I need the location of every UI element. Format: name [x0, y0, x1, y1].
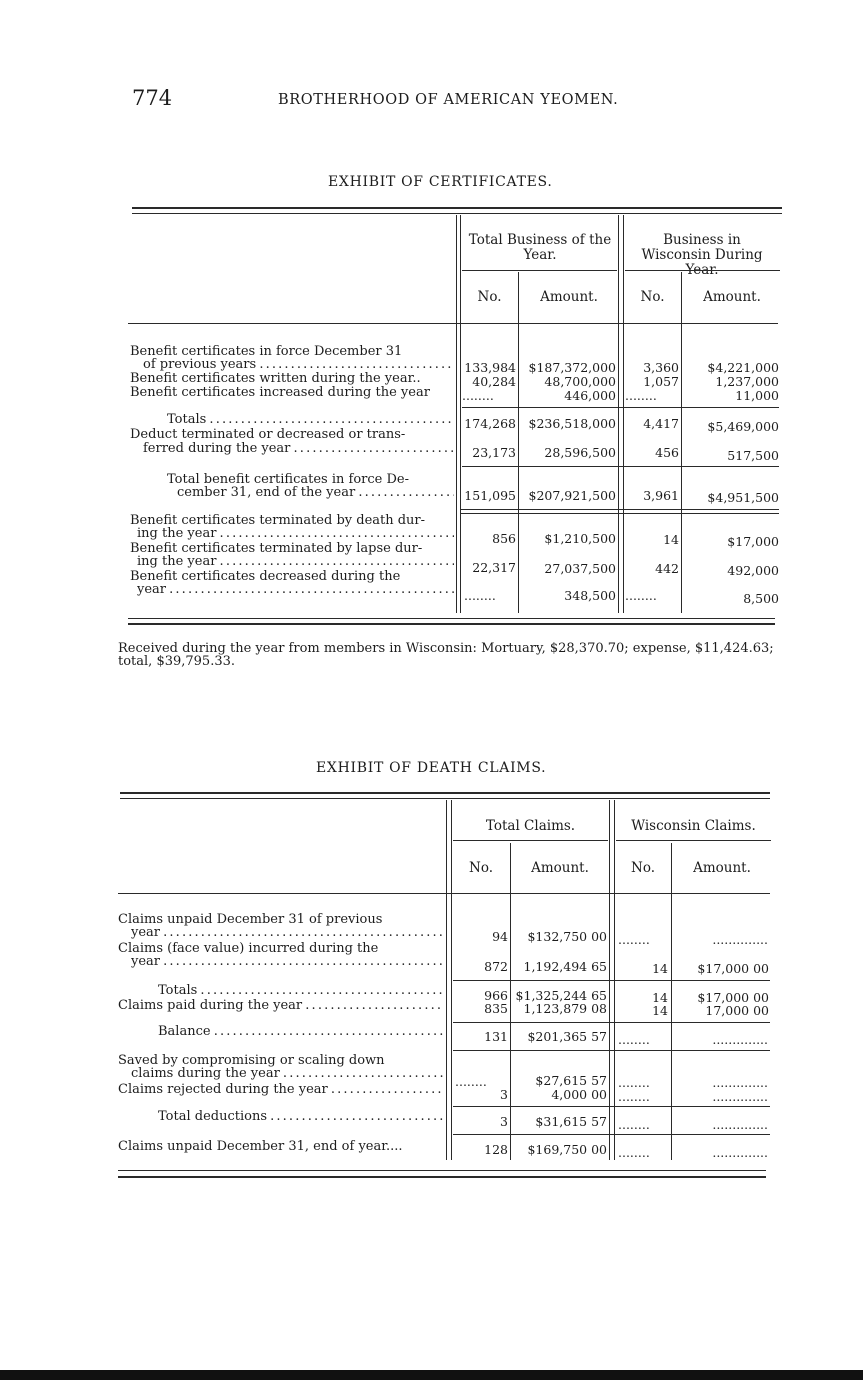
row-label: Benefit certificates increased during the year: [130, 386, 430, 400]
cell-no: 3: [500, 1114, 508, 1129]
cell-no: 856: [492, 531, 516, 546]
cell-wis-no: ........: [618, 1117, 650, 1132]
row-label: Saved by compromising or scaling down: [118, 1054, 385, 1068]
cell-wis-amount: $17,000 00: [697, 961, 769, 976]
cell-amount: $201,365 57: [527, 1029, 607, 1044]
cell-amount: $1,325,244 65: [515, 988, 607, 1003]
page-number: 774: [132, 86, 173, 110]
column-rule: [456, 215, 457, 613]
header-bottom-rule: [128, 323, 778, 324]
cell-wis-amount: $4,951,500: [707, 490, 779, 505]
cell-no: 966: [484, 988, 508, 1003]
cell-no: ........: [455, 1074, 487, 1089]
cell-no: 835: [484, 1001, 508, 1016]
column-rule: [510, 843, 511, 1160]
cell-wis-amount: ..............: [712, 1117, 768, 1132]
cell-wis-no: ........: [625, 388, 657, 403]
row-label: year . . .: [131, 955, 444, 969]
sum-rule: [462, 466, 779, 467]
column-rule: [460, 215, 461, 613]
cell-wis-amount: $4,221,000: [707, 360, 779, 375]
row-label: Total benefit certificates in force De-: [167, 473, 409, 487]
cell-amount: 28,596,500: [544, 445, 616, 460]
cell-wis-no: ........: [618, 1145, 650, 1160]
row-label: cember 31, end of the year . . .: [177, 486, 454, 500]
cell-amount: $169,750 00: [527, 1142, 607, 1157]
received-note: Received during the year from members in Wisconsin: Mortuary, $28,370.70; expense, $11,424.63; total, $39,795.33.: [118, 641, 774, 669]
row-label: Claims rejected during the year . . .: [118, 1083, 444, 1097]
cell-wis-amount: 492,000: [727, 563, 779, 578]
row-label: Claims paid during the year . . .: [118, 999, 444, 1013]
cell-wis-no: ........: [618, 1089, 650, 1104]
cell-amount: 27,037,500: [544, 561, 616, 576]
table-rule: [120, 798, 770, 799]
table-rule: [118, 1176, 766, 1178]
row-label: year . . .: [137, 583, 454, 597]
cell-amount: 48,700,000: [544, 374, 616, 389]
sum-rule: [460, 509, 779, 510]
header-wis-no: No.: [640, 289, 665, 305]
cell-wis-amount: ..............: [712, 1089, 768, 1104]
row-label: Claims unpaid December 31, end of year....: [118, 1140, 403, 1154]
row-label: Benefit certificates terminated by death dur-: [130, 514, 426, 528]
column-rule: [451, 800, 452, 1160]
cell-wis-amount: ..............: [712, 1075, 768, 1090]
row-label: ing the year . . .: [137, 555, 454, 569]
cell-amount: $31,615 57: [535, 1114, 607, 1129]
header-total-claims: Total Claims.: [485, 818, 576, 834]
cell-wis-amount: $17,000: [727, 534, 779, 549]
header-amount: Amount.: [540, 289, 598, 305]
table-rule: [128, 623, 775, 625]
cell-wis-amount: $5,469,000: [707, 419, 779, 434]
cell-amount: 1,123,879 08: [523, 1001, 607, 1016]
cell-amount: $236,518,000: [528, 416, 616, 431]
table-rule: [128, 618, 775, 619]
sum-rule: [453, 980, 770, 981]
row-label: claims during the year . . .: [131, 1067, 444, 1081]
cell-wis-amount: 517,500: [727, 448, 779, 463]
cell-no: 151,095: [464, 488, 516, 503]
cell-no: 23,173: [472, 445, 516, 460]
cell-no: 40,284: [472, 374, 516, 389]
cell-amount: 1,192,494 65: [523, 959, 607, 974]
column-rule: [671, 843, 672, 1160]
row-label: Claims (face value) incurred during the: [118, 942, 379, 956]
cell-no: 22,317: [472, 560, 516, 575]
header-rule: [625, 270, 780, 271]
column-rule: [618, 215, 619, 613]
cell-wis-amount: 8,500: [743, 591, 779, 606]
cell-no: 131: [484, 1029, 508, 1044]
row-label: Benefit certificates decreased during the: [130, 570, 401, 584]
header-rule: [462, 270, 617, 271]
cell-wis-amount: 1,237,000: [715, 374, 779, 389]
cell-no: 3: [500, 1087, 508, 1102]
header-wisconsin-business: Business in Wisconsin During Year.: [641, 232, 763, 278]
row-label: Claims unpaid December 31 of previous: [118, 913, 383, 927]
header-total-business: Total Business of the Year.: [468, 232, 612, 263]
sum-rule: [453, 1134, 770, 1135]
cell-amount: 446,000: [564, 388, 616, 403]
cell-wis-no: ........: [618, 1075, 650, 1090]
header-wisconsin-claims: Wisconsin Claims.: [631, 818, 756, 834]
cell-wis-no: ........: [618, 1032, 650, 1047]
row-label-balance: Balance . . .: [158, 1025, 444, 1039]
cell-wis-no: 3,961: [643, 488, 679, 503]
cell-amount: 348,500: [564, 588, 616, 603]
cell-wis-no: 14: [652, 1003, 668, 1018]
cell-amount: $207,921,500: [528, 488, 616, 503]
cell-wis-no: 456: [655, 445, 679, 460]
sum-rule: [453, 1050, 770, 1051]
cell-amount: 4,000 00: [551, 1087, 607, 1102]
header-no: No.: [477, 289, 502, 305]
cell-wis-no: ........: [618, 932, 650, 947]
certificates-caption: EXHIBIT OF CERTIFICATES.: [328, 174, 553, 190]
cell-wis-amount: 11,000: [735, 388, 779, 403]
running-header: BROTHERHOOD OF AMERICAN YEOMEN.: [278, 92, 619, 108]
row-label: of previous years . . .: [143, 358, 454, 372]
cell-amount: $132,750 00: [527, 929, 607, 944]
header-wis-amount: Amount.: [703, 289, 761, 305]
row-label: year . . .: [131, 926, 444, 940]
cell-no: 128: [484, 1142, 508, 1157]
cell-no: 174,268: [464, 416, 516, 431]
table-rule: [132, 213, 782, 214]
cell-no: ........: [462, 388, 494, 403]
cell-no: 133,984: [464, 360, 516, 375]
header-bottom-rule: [118, 893, 770, 894]
column-rule: [623, 215, 624, 613]
sum-rule: [453, 1022, 770, 1023]
cell-no: 94: [492, 929, 508, 944]
claims-caption: EXHIBIT OF DEATH CLAIMS.: [316, 760, 547, 776]
row-label: ing the year . . .: [137, 527, 454, 541]
cell-wis-amount: ..............: [712, 1032, 768, 1047]
row-label-total-deductions: Total deductions . . .: [158, 1110, 444, 1124]
row-label: ferred during the year . . .: [143, 442, 454, 456]
scan-border: [0, 1370, 863, 1380]
sum-rule: [462, 407, 779, 408]
cell-wis-no: 442: [655, 561, 679, 576]
header-amount: Amount.: [531, 860, 589, 876]
cell-wis-no: 4,417: [643, 416, 679, 431]
table-rule: [118, 1170, 766, 1171]
sum-rule: [453, 1106, 770, 1107]
cell-wis-no: ........: [625, 588, 657, 603]
header-wis-amount: Amount.: [693, 860, 751, 876]
cell-wis-no: 14: [663, 532, 679, 547]
header-no: No.: [469, 860, 493, 876]
cell-no: 872: [484, 959, 508, 974]
row-label: Benefit certificates written during the year..: [130, 372, 421, 386]
table-rule: [120, 792, 770, 794]
table-rule: [132, 207, 782, 209]
cell-wis-amount: 17,000 00: [705, 1003, 769, 1018]
cell-amount: $187,372,000: [528, 360, 616, 375]
cell-wis-no: 14: [652, 961, 668, 976]
header-wis-no: No.: [631, 860, 655, 876]
cell-wis-amount: ..............: [712, 932, 768, 947]
row-label-totals: Totals . . .: [167, 413, 454, 427]
row-label: Benefit certificates terminated by lapse dur-: [130, 542, 423, 556]
cell-wis-no: 3,360: [643, 360, 679, 375]
cell-no: ........: [464, 588, 496, 603]
sum-rule: [460, 513, 779, 514]
cell-amount: $1,210,500: [544, 531, 616, 546]
cell-wis-amount: $17,000 00: [697, 990, 769, 1005]
column-rule: [446, 800, 447, 1160]
header-rule: [453, 840, 608, 841]
header-rule: [616, 840, 771, 841]
row-label-totals: Totals . . .: [158, 984, 444, 998]
cell-wis-amount: ..............: [712, 1145, 768, 1160]
cell-amount: $27,615 57: [535, 1073, 607, 1088]
row-label: Benefit certificates in force December 31: [130, 345, 403, 359]
cell-wis-no: 14: [652, 990, 668, 1005]
cell-wis-no: 1,057: [643, 374, 679, 389]
row-label: Deduct terminated or decreased or trans-: [130, 428, 406, 442]
